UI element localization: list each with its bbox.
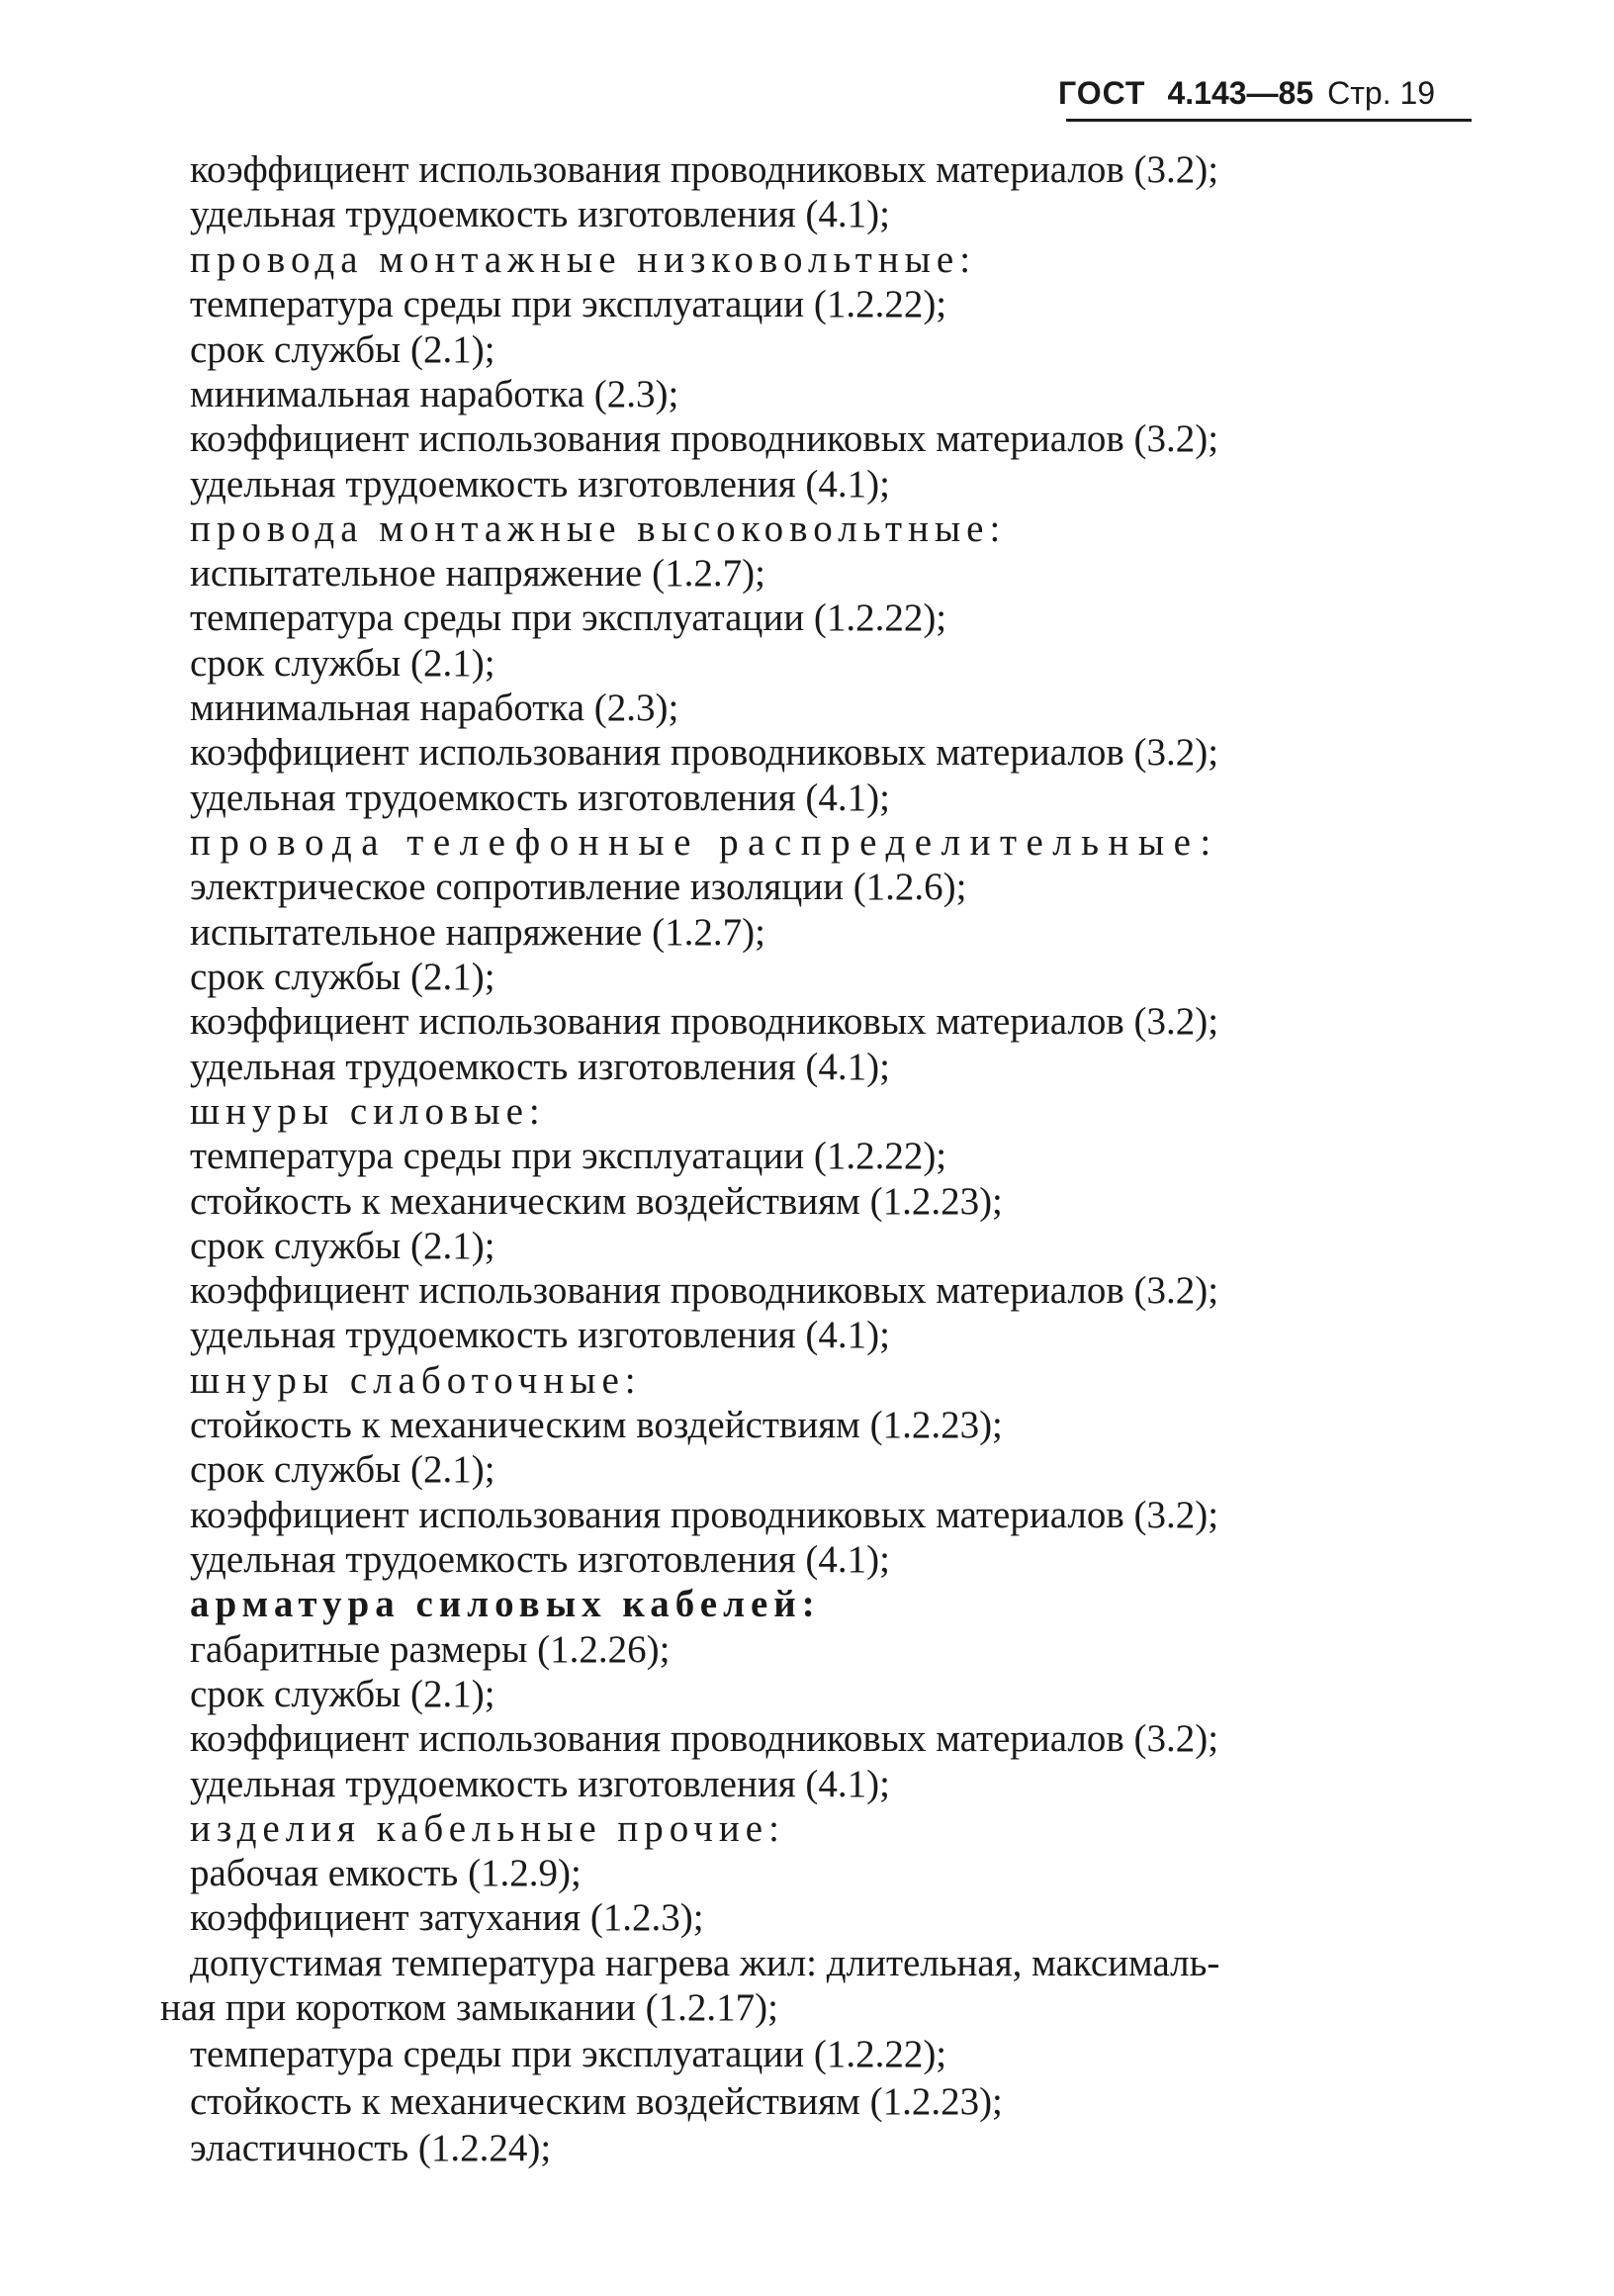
text-line: коэффициент использования проводниковых материалов (3.2); [190,1717,1219,1760]
text-line: рабочая емкость (1.2.9); [190,1852,582,1894]
text-line: испытательное напряжение (1.2.7); [190,552,765,595]
section-heading: изделия кабельные прочие: [190,1807,785,1850]
text-line: температура среды при эксплуатации (1.2.22); [190,597,947,639]
running-header [1058,67,1483,119]
text-line: срок службы (2.1); [190,1225,495,1267]
text-line: стойкость к механическим воздействиям (1.2.23); [190,2080,1003,2123]
text-line: удельная трудоемкость изготовления (4.1); [190,1538,890,1581]
text-line: срок службы (2.1); [190,956,495,998]
text-line: стойкость к механическим воздействиям (1.2.23); [190,1404,1003,1446]
text-line: удельная трудоемкость изготовления (4.1); [190,777,890,819]
page-number: Стр. 19 [1327,75,1436,111]
section-heading: шнуры силовые: [190,1090,546,1133]
text-line: минимальная наработка (2.3); [190,687,679,729]
header-rule [1066,119,1472,122]
text-line: удельная трудоемкость изготовления (4.1); [190,1763,890,1805]
section-heading: шнуры слаботочные: [190,1359,642,1402]
text-line: испытательное напряжение (1.2.7); [190,911,765,954]
text-line: удельная трудоемкость изготовления (4.1); [190,193,890,235]
text-line: электрическое сопротивление изоляции (1.2.6); [190,866,967,908]
text-line: срок службы (2.1); [190,328,495,371]
section-heading: провода телефонные распределительные: [190,821,1220,864]
standard-label: ГОСТ [1058,75,1146,111]
text-line: минимальная наработка (2.3); [190,373,679,415]
standard-number: 4.143—85 [1167,75,1314,111]
text-line: коэффициент использования проводниковых материалов (3.2); [190,1494,1219,1536]
text-line: коэффициент использования проводниковых материалов (3.2); [190,1000,1219,1043]
text-line: эластичность (1.2.24); [190,2127,552,2169]
text-line: температура среды при эксплуатации (1.2.22); [190,283,947,325]
text-line: срок службы (2.1); [190,1448,495,1491]
section-heading: провода монтажные высоковольтные: [190,507,1007,550]
text-line: ная при коротком замыкании (1.2.17); [160,1986,778,2029]
text-line: коэффициент использования проводниковых материалов (3.2); [190,731,1219,774]
text-line: стойкость к механическим воздействиям (1.2.23); [190,1180,1003,1223]
text-line: коэффициент использования проводниковых материалов (3.2); [190,417,1219,460]
text-line: удельная трудоемкость изготовления (4.1); [190,1314,890,1356]
text-line: габаритные размеры (1.2.26); [190,1628,671,1671]
text-line: температура среды при эксплуатации (1.2.22); [190,2033,947,2075]
text-line: допустимая температура нагрева жил: длительная, максималь- [190,1942,1220,1984]
text-line: срок службы (2.1); [190,642,495,685]
text-line: температура среды при эксплуатации (1.2.22); [190,1135,947,1177]
text-line: срок службы (2.1); [190,1673,495,1715]
section-heading: арматура силовых кабелей: [190,1583,821,1625]
section-heading: провода монтажные низковольтные: [190,238,977,281]
text-line: удельная трудоемкость изготовления (4.1); [190,463,890,505]
text-line: коэффициент использования проводниковых материалов (3.2); [190,1269,1219,1312]
text-line: коэффициент затухания (1.2.3); [190,1896,704,1939]
text-line: коэффициент использования проводниковых материалов (3.2); [190,148,1219,191]
text-line: удельная трудоемкость изготовления (4.1); [190,1046,890,1088]
